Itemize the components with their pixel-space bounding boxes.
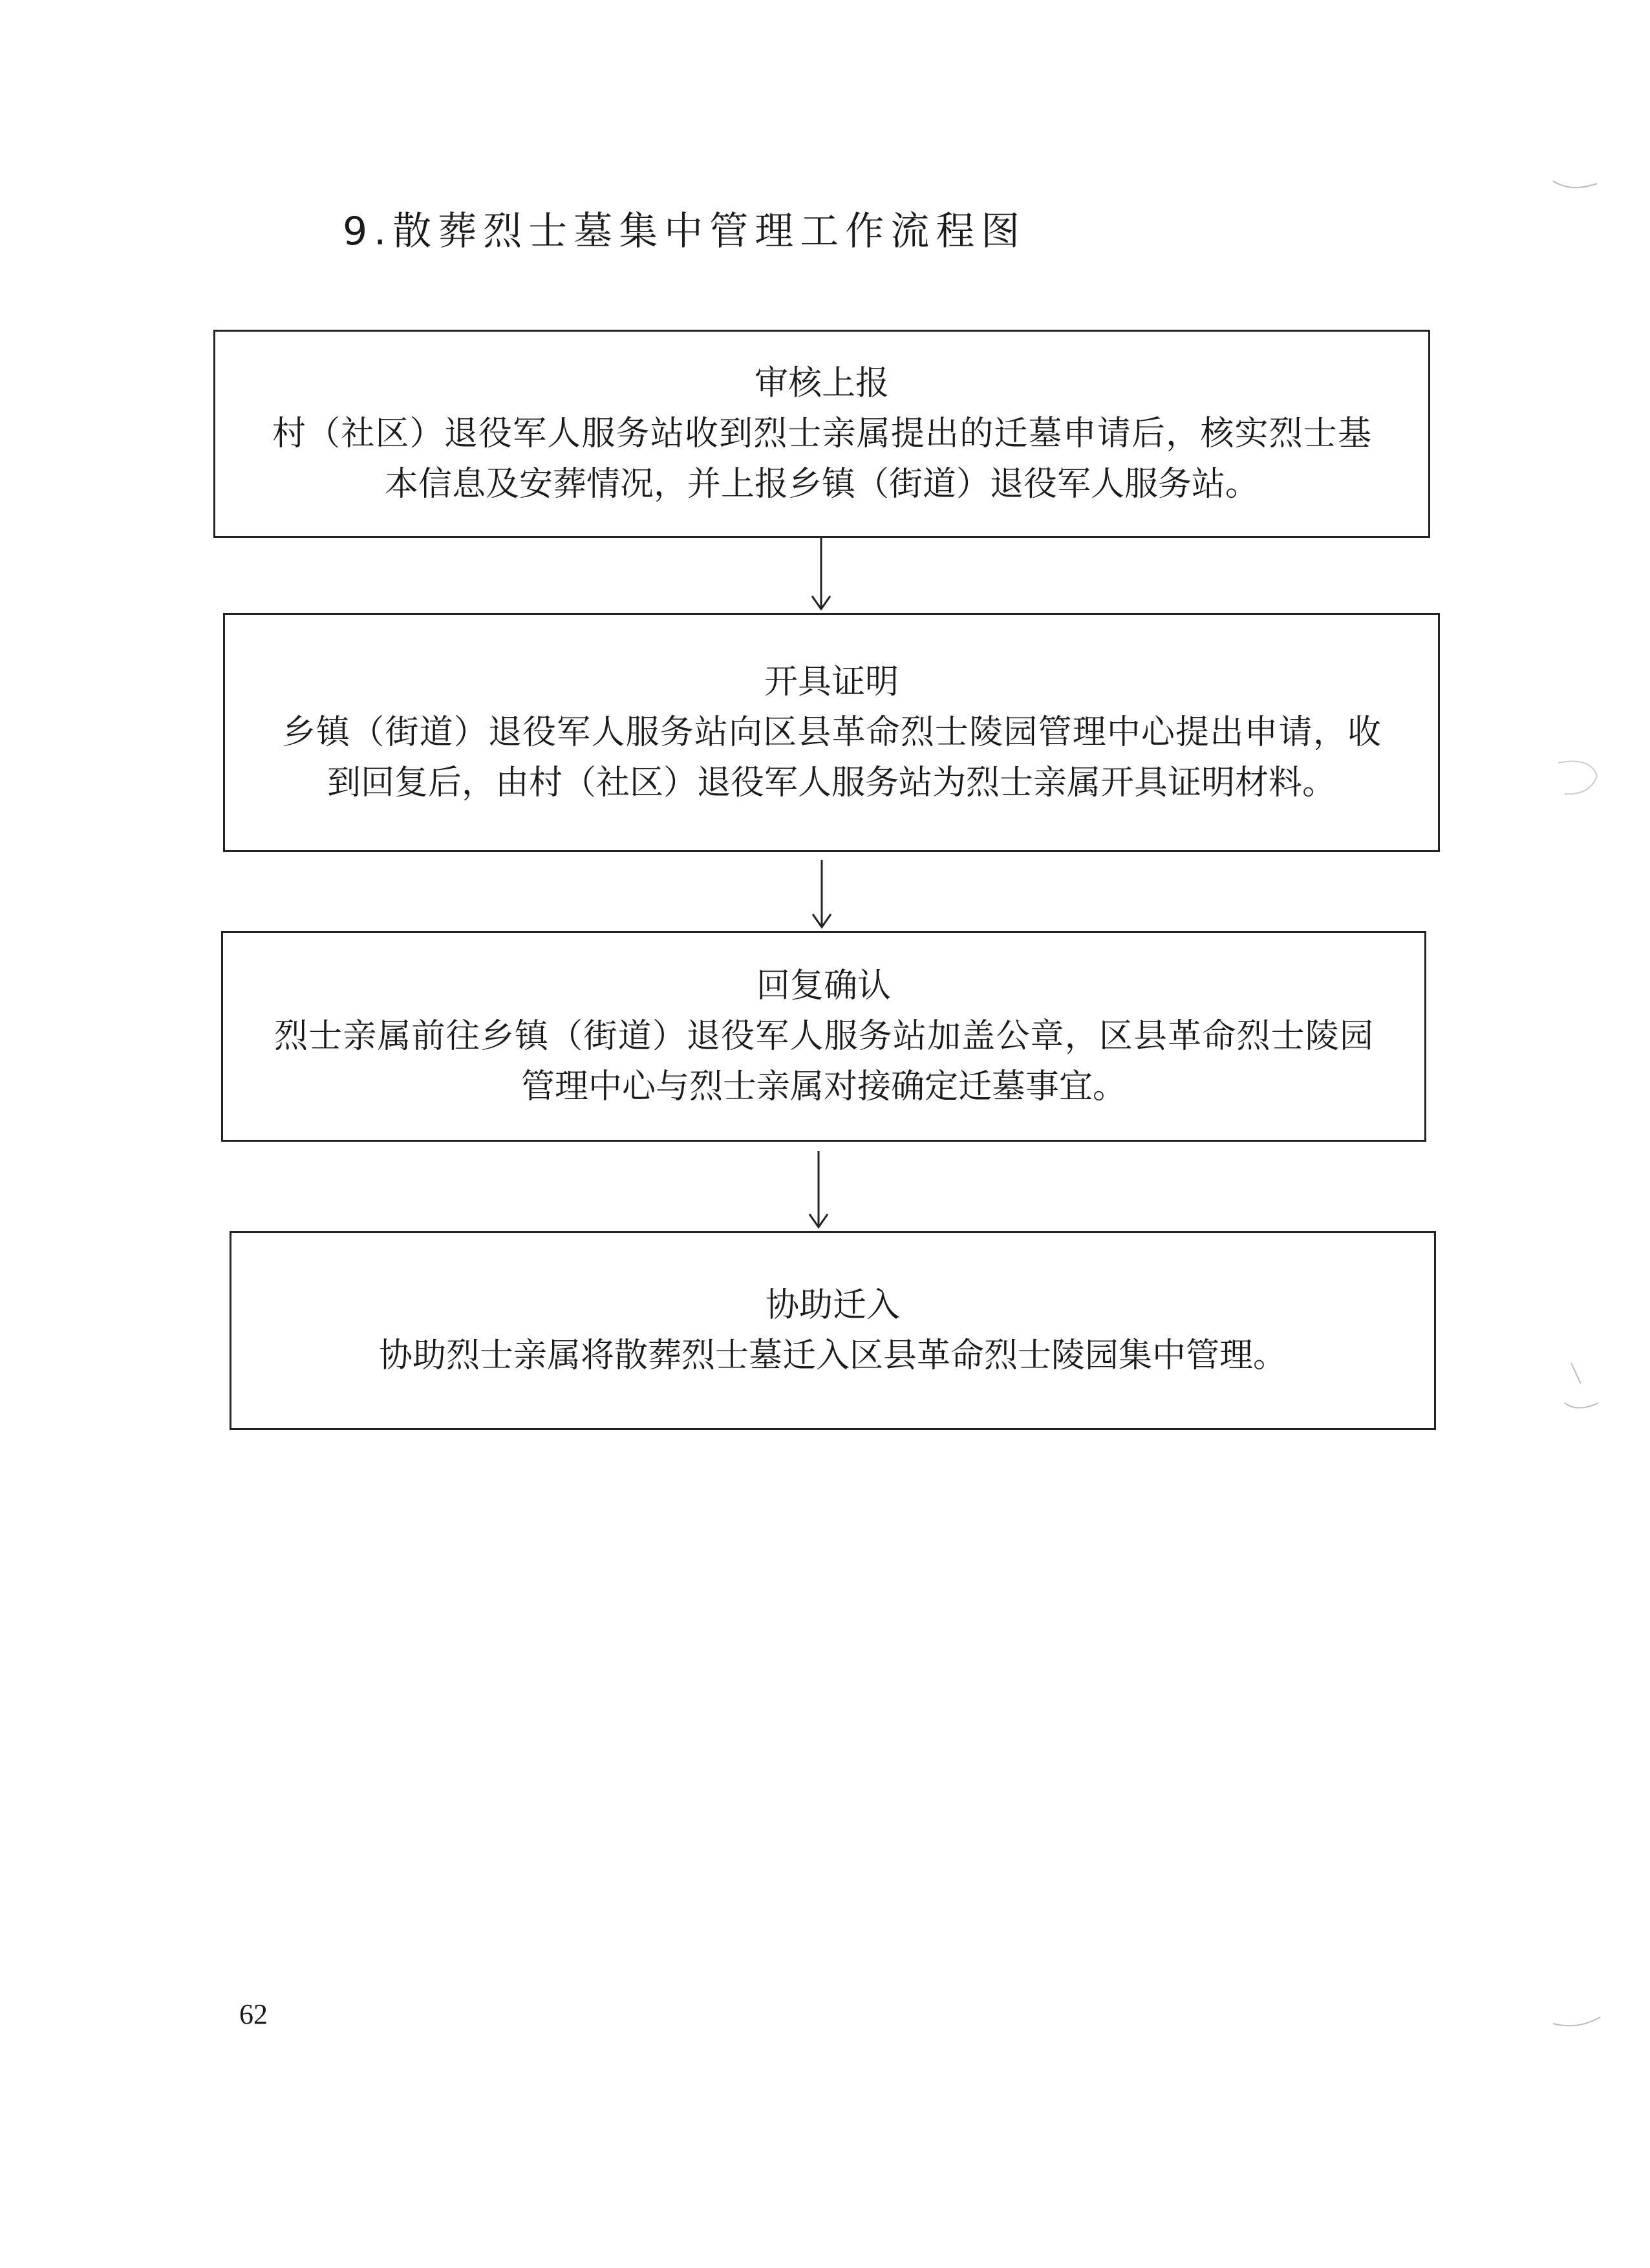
- flow-step-review-report: [213, 330, 1430, 538]
- scan-mark: [1552, 756, 1603, 808]
- flow-arrow-3: [806, 1151, 831, 1231]
- flow-step-issue-certificate: [223, 613, 1440, 852]
- scan-mark: [1552, 1358, 1603, 1416]
- flow-arrow-1: [808, 538, 834, 613]
- flow-step-title: 审核上报: [754, 364, 889, 403]
- flow-step-body: 烈士亲属前往乡镇（街道）退役军人服务站加盖公章，区县革命烈士陵园管理中心与烈士亲属对接确定迁墓事宜。: [274, 1017, 1373, 1106]
- scan-mark: [1552, 2011, 1603, 2037]
- page-title: 9.散葬烈士墓集中管理工作流程图: [343, 209, 1027, 254]
- page-number: 62: [239, 1998, 268, 2030]
- flow-step-body: 村（社区）退役军人服务站收到烈士亲属提出的迁墓申请后，核实烈士基本信息及安葬情况，并上报乡镇（街道）退役军人服务站。: [272, 414, 1371, 504]
- flow-step-title: 回复确认: [756, 967, 891, 1005]
- scan-mark: [1552, 175, 1603, 194]
- flow-arrow-2: [809, 860, 835, 931]
- flow-step-title: 开具证明: [764, 663, 899, 701]
- flow-step-reply-confirm: [221, 931, 1426, 1142]
- flow-step-assist-relocation: [230, 1231, 1436, 1430]
- flow-step-body: 乡镇（街道）退役军人服务站向区县革命烈士陵园管理中心提出申请，收到回复后，由村（社区）退役军人服务站为烈士亲属开具证明材料。: [282, 713, 1381, 802]
- flow-step-body: 协助烈士亲属将散葬烈士墓迁入区县革命烈士陵园集中管理。: [378, 1336, 1287, 1375]
- flow-step-title: 协助迁入: [765, 1286, 900, 1325]
